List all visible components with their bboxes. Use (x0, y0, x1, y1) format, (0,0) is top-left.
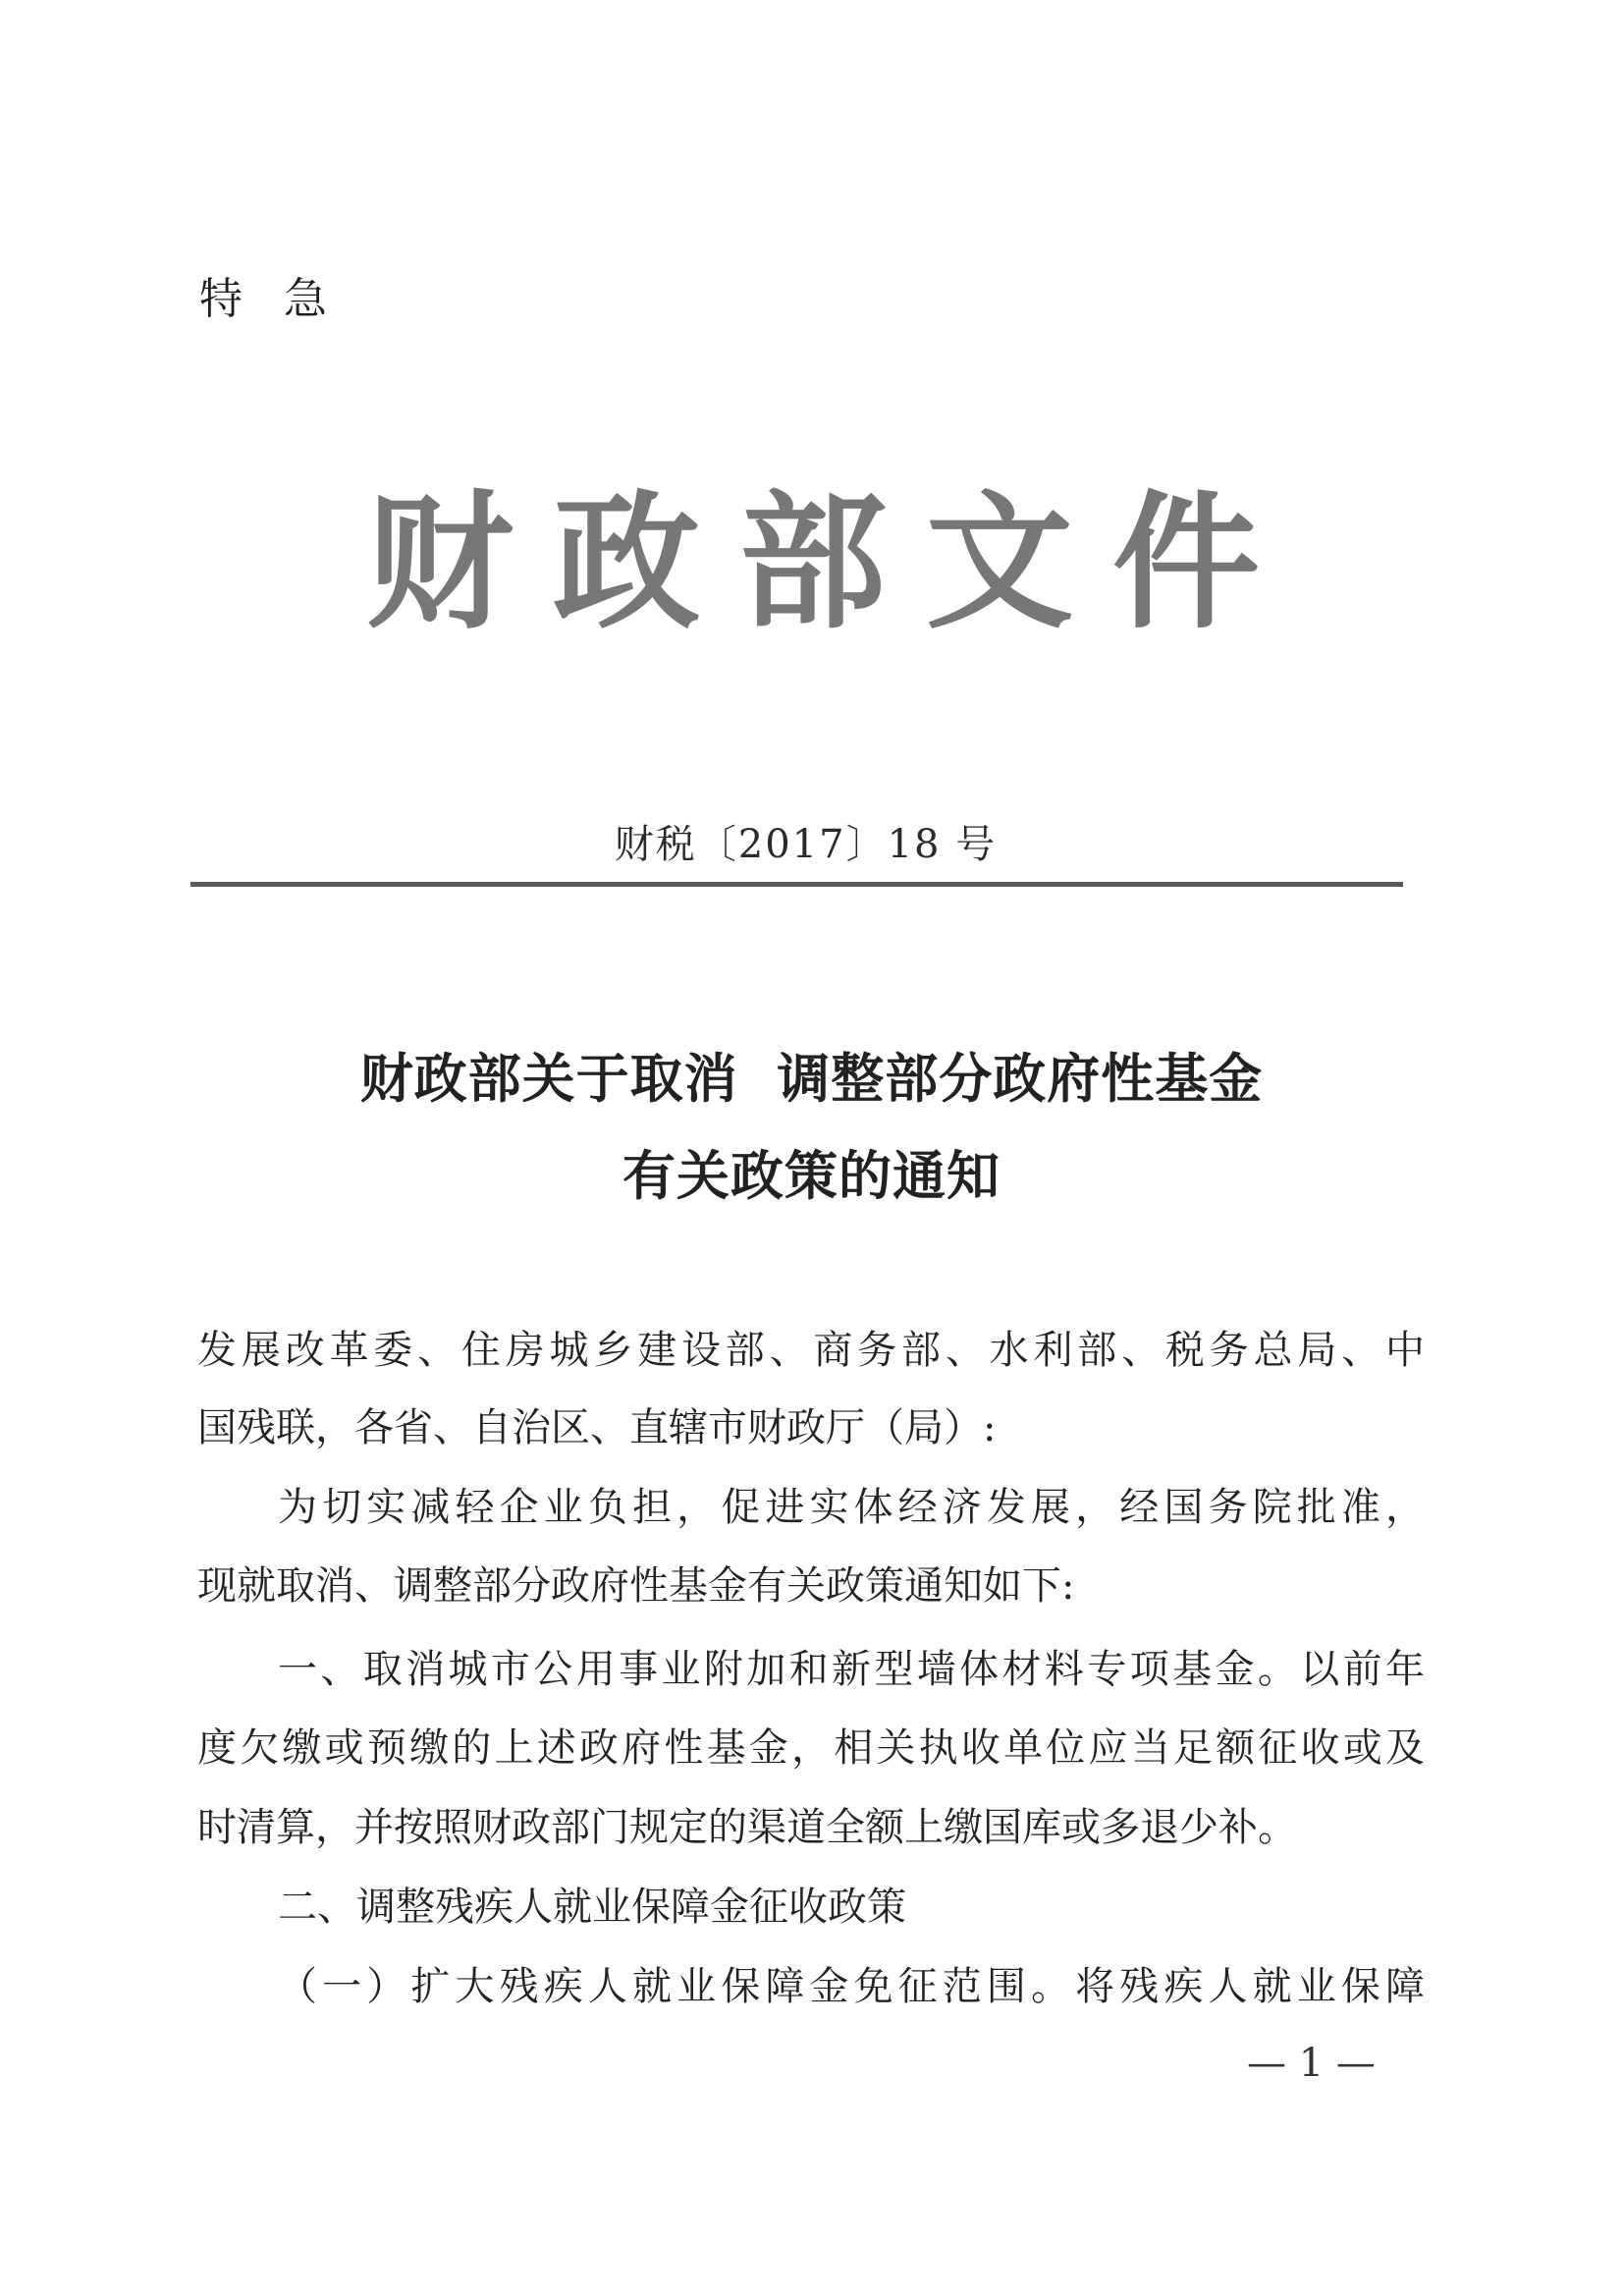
paragraph-1-line1: 为切实减轻企业负担，促进实体经济发展，经国务院批准， (278, 1485, 1425, 1530)
document-number-text: 财税〔2017〕18 号 (614, 822, 998, 867)
notice-title-line2: 有关政策的通知 (622, 1145, 1001, 1207)
paragraph-1-line2: 现就取消、调整部分政府性基金有关政策通知如下: (197, 1563, 1075, 1609)
masthead-char: 政 (553, 476, 701, 649)
urgency-label: 特急 (199, 274, 368, 324)
recipients-line1: 发展改革委、住房城乡建设部、商务部、水利部、税务总局、中 (197, 1328, 1425, 1373)
paragraph-2-line3: 时清算，并按照财政部门规定的渠道全额上缴国库或多退少补。 (197, 1805, 1297, 1850)
header-divider (190, 882, 1403, 887)
paragraph-2-line2: 度欠缴或预缴的上述政府性基金，相关执收单位应当足额征收或及 (197, 1725, 1425, 1771)
document-number (0, 813, 1623, 869)
masthead-char: 部 (739, 476, 888, 649)
notice-title-line1: 财政部关于取消 调整部分政府性基金 (359, 1048, 1264, 1110)
recipients-line2: 国残联，各省、自治区、直辖市财政厅（局）: (197, 1405, 997, 1450)
page-number: — 1 — (1247, 2041, 1376, 2086)
masthead-title (366, 476, 1261, 649)
masthead-char: 件 (1112, 476, 1261, 649)
section-2-heading: 二、调整残疾人就业保障金征收政策 (278, 1885, 906, 1930)
paragraph-2-line1: 一、取消城市公用事业附加和新型墙体材料专项基金。以前年 (278, 1647, 1425, 1692)
masthead-char: 文 (926, 476, 1074, 649)
masthead-char: 财 (366, 476, 514, 649)
subsection-1-line1: （一）扩大残疾人就业保障金免征范围。将残疾人就业保障 (278, 1964, 1425, 2009)
